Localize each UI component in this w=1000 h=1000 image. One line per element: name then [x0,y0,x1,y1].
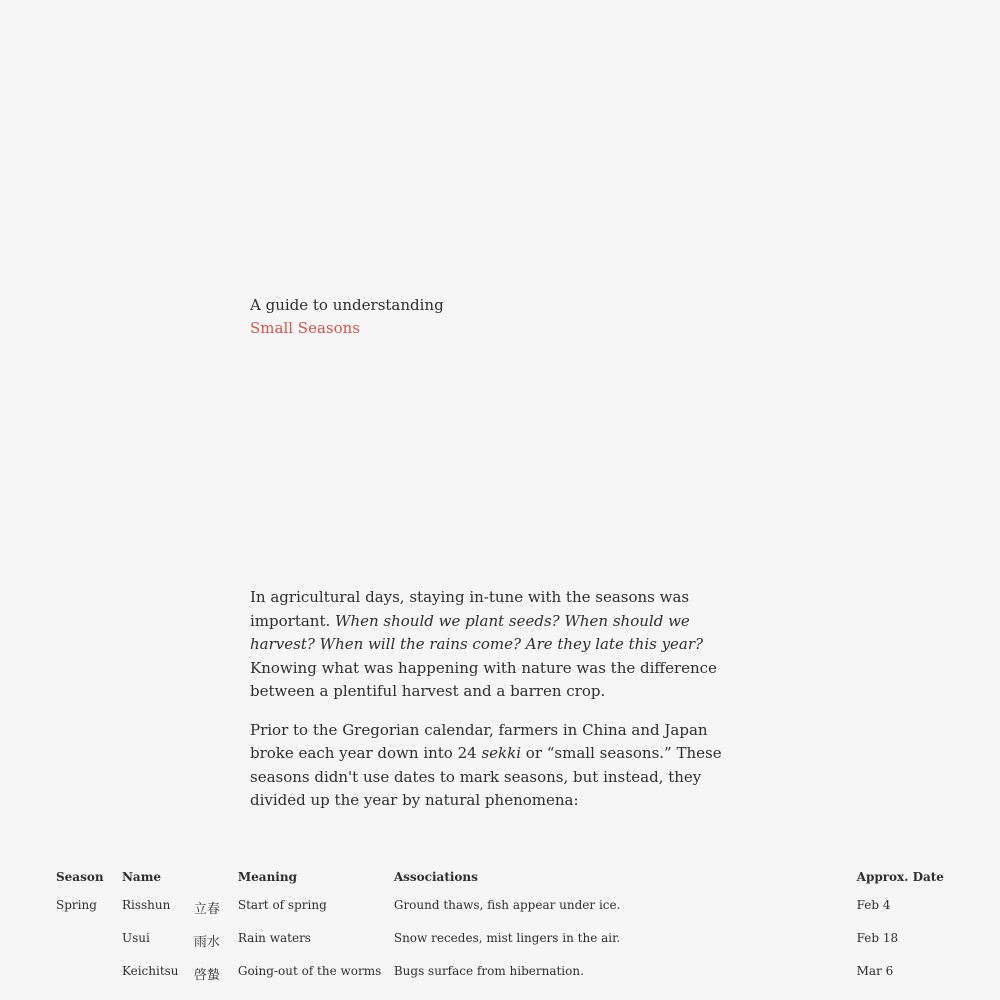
cell-name: Risshun [121,898,171,912]
intro-heading [250,294,444,340]
paragraph-1-questions: When should we plant seeds? When should we harvest? When will the rains come? Are they late this year? [250,611,704,653]
table-header-row [50,870,950,898]
intro-body [250,586,755,828]
seasons-table [50,870,950,997]
paragraph-1-start: In agricultural days, staying in-tune with the seasons was important. [250,588,690,630]
cell-associations: Bugs surface from hibernation. [393,964,584,978]
header-date: Approx. Date [856,870,944,884]
header-season: Season [56,870,104,884]
cell-name: Keichitsu [121,964,179,978]
header-associations: Associations [393,870,478,884]
paragraph-2-end: or “small seasons.” These seasons didn't use dates to mark seasons, but instead, they divided up the year by natural phenomena: [250,744,722,809]
paragraph-2-start: Prior to the Gregorian calendar, farmers in China and Japan broke each year down into 24 [250,720,708,762]
cell-name: Usui [121,931,150,945]
paragraph-1-end: Knowing what was happening with nature was the difference between a plentiful harvest and a barren crop. [250,658,717,700]
header-kanji [188,870,232,898]
paragraph-agricultural [250,586,755,704]
cell-season [50,931,116,964]
table-row [50,964,950,997]
cell-kanji: 雨水 [193,935,220,950]
cell-meaning: Rain waters [237,931,311,945]
header-name: Name [121,870,162,884]
cell-date: Feb 4 [856,898,891,912]
table-row [50,898,950,931]
intro-title: Small Seasons [250,319,360,337]
cell-date: Mar 6 [856,964,894,978]
cell-season: Spring [56,898,97,912]
header-meaning: Meaning [237,870,297,884]
table-row [50,931,950,964]
paragraph-2-sekki: sekki [481,744,522,762]
cell-date: Feb 18 [856,931,899,945]
cell-kanji: 立春 [193,902,220,917]
cell-kanji: 啓蟄 [193,968,220,983]
intro-kicker: A guide to understanding [250,296,444,314]
paragraph-gregorian [250,719,755,813]
cell-season [50,964,116,997]
cell-associations: Snow recedes, mist lingers in the air. [393,931,621,945]
cell-meaning: Going-out of the worms [237,964,382,978]
cell-meaning: Start of spring [237,898,327,912]
cell-associations: Ground thaws, fish appear under ice. [393,898,621,912]
